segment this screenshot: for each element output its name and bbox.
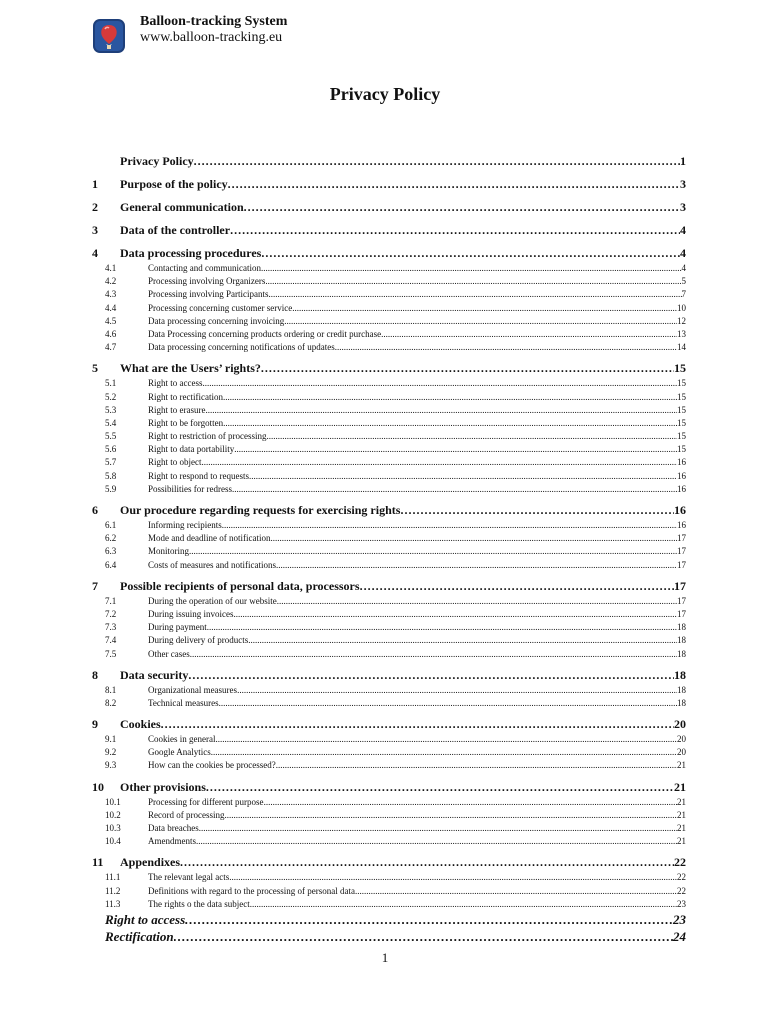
toc-entry[interactable] [92,221,686,239]
toc-entry-number: 4.1 [105,263,117,273]
toc-entry-number: 8.2 [105,697,117,708]
toc-entry-page: 18 [677,622,686,633]
toc-entry-page: 14 [677,342,686,353]
toc-entry[interactable] [92,456,686,469]
toc-entry-page: 15 [677,404,686,415]
toc-entry-number: 3 [92,223,98,237]
toc-entry[interactable] [92,648,686,661]
toc-entry[interactable] [92,198,686,216]
toc-dot-leader [174,928,673,945]
toc-entry-number: 7.5 [105,648,117,659]
toc-dot-leader [261,359,674,377]
toc-entry-page: 18 [674,667,686,682]
toc-entry[interactable] [92,302,686,315]
toc-entry-label: Data processing procedures [120,246,262,260]
toc-entry-number: 5.2 [105,391,117,402]
toc-entry-page: 23 [673,911,686,927]
toc-entry[interactable] [92,733,686,746]
toc-entry-number: 6 [92,503,98,517]
toc-dot-leader [277,595,677,608]
toc-entry[interactable] [92,341,686,354]
toc-entry-number: 5.6 [105,444,117,455]
toc-dot-leader [180,853,674,871]
toc-entry-page: 21 [677,823,686,833]
toc-entry-label: Right to object [148,457,202,468]
toc-entry-number: 5.4 [105,417,117,428]
toc-entry-number: 7 [92,578,98,593]
toc-dot-leader [224,809,677,822]
toc-entry-label: Right to restriction of processing [148,431,267,442]
toc-entry[interactable] [92,244,686,262]
toc-entry[interactable] [92,746,686,759]
toc-dot-leader [264,796,677,809]
toc-entry-page: 13 [677,328,686,339]
toc-entry-number: 6.2 [105,533,117,544]
toc-entry[interactable] [92,595,686,608]
toc-dot-leader [222,519,677,532]
toc-entry[interactable] [92,559,686,572]
toc-entry-label: Google Analytics [148,747,211,758]
toc-entry-page: 15 [677,417,686,428]
toc-dot-leader [202,456,678,469]
toc-entry-page: 4 [680,246,686,260]
toc-entry-page: 23 [677,898,686,909]
toc-dot-leader [266,430,677,443]
toc-entry-page: 18 [677,648,686,659]
toc-entry-number: 1 [92,177,98,191]
toc-dot-leader [199,822,677,835]
toc-entry[interactable] [92,501,686,519]
toc-entry[interactable] [92,175,686,193]
toc-entry[interactable] [92,715,686,733]
toc-entry-label: Definitions with regard to the processing of personal data [148,885,355,896]
toc-entry-number: 6.3 [105,546,117,557]
toc-entry-page: 17 [677,559,686,570]
toc-entry-label: Right to data portability [148,444,235,455]
toc-entry-label: Purpose of the policy [120,177,228,191]
toc-entry-number: 10.1 [105,796,121,807]
toc-entry-label: Possible recipients of personal data, processors [120,578,360,593]
toc-entry[interactable] [92,778,686,796]
toc-entry-label: During the operation of our website [148,595,277,606]
toc-entry-number: 11.3 [105,898,121,909]
toc-entry-label: How can the cookies be processed? [148,760,276,771]
toc-entry-page: 22 [677,885,686,896]
toc-entry[interactable] [92,608,686,621]
toc-entry-label: Contacting and communication [148,263,261,273]
toc-entry-label: Cookies in general [148,734,216,745]
toc-entry-number: 4.2 [105,276,117,287]
toc-entry-label: The rights o the data subject [148,898,250,909]
toc-entry[interactable] [92,328,686,341]
toc-entry[interactable] [92,288,686,301]
toc-entry-number: 7.3 [105,622,117,633]
page-number: 1 [381,950,389,965]
toc-entry-label: Data processing concerning notifications of updates [148,342,335,353]
toc-dot-leader [215,733,677,746]
toc-entry-number: 8 [92,667,98,682]
toc-entry-page: 3 [680,177,686,191]
toc-entry[interactable] [92,634,686,647]
toc-entry[interactable] [92,621,686,634]
toc-dot-leader [234,608,678,621]
toc-entry-label: Data of the controller [120,223,231,237]
toc-entry-number: 11.1 [105,872,121,883]
toc-entry-number: 7.4 [105,635,117,646]
toc-entry-label: Cookies [120,717,161,732]
toc-entry-label: Data Processing concerning products ordering or credit purchase [148,328,382,339]
toc-entry-label: During delivery of products [148,635,249,646]
toc-entry-page: 16 [677,470,686,481]
toc-entry[interactable] [92,519,686,532]
toc-entry[interactable] [92,796,686,809]
toc-entry-page: 22 [674,855,686,870]
toc-entry-number: 8.1 [105,684,117,695]
toc-dot-leader [276,759,677,772]
toc-entry-label: Processing concerning customer service [148,302,293,313]
balloon-logo-icon [92,18,126,54]
toc-entry-page: 17 [677,608,686,619]
toc-entry-page: 16 [677,483,686,494]
toc-entry-page: 21 [677,836,686,847]
toc-dot-leader [228,175,680,193]
toc-entry-page: 15 [677,378,686,389]
toc-entry-page: 21 [674,779,686,794]
toc-entry-number: 9 [92,717,98,732]
toc-dot-leader [244,198,680,216]
toc-entry-page: 18 [677,697,686,708]
toc-entry-label: Record of processing [148,809,225,820]
toc-entry-number: 9.1 [105,734,117,745]
toc-entry-number: 4.4 [105,302,117,313]
toc-dot-leader [203,377,678,390]
toc-entry-page: 17 [674,578,686,593]
toc-dot-leader [292,302,677,315]
toc-entry[interactable] [92,532,686,545]
toc-entry[interactable] [92,275,686,288]
toc-dot-leader [234,443,677,456]
toc-entry-label: Privacy Policy [120,154,194,168]
toc-entry[interactable] [92,885,686,898]
toc-dot-leader [237,684,677,697]
toc-entry[interactable] [92,759,686,772]
toc-entry[interactable] [92,666,686,684]
toc-entry-page: 21 [677,796,686,807]
toc-dot-leader [161,715,674,733]
toc-dot-leader [189,545,677,558]
toc-entry-page: 17 [677,595,686,606]
toc-entry[interactable] [92,853,686,871]
organization-name: Balloon-tracking System [140,14,288,29]
toc-entry[interactable] [92,809,686,822]
toc-entry-label: Processing for different purpose [148,796,264,807]
toc-dot-leader [261,244,680,262]
toc-entry-label: Monitoring [148,546,190,557]
toc-entry-page: 20 [677,734,686,745]
toc-entry-number: 5.7 [105,457,117,468]
toc-entry[interactable] [92,545,686,558]
toc-entry-label: Informing recipients [148,520,222,530]
toc-entry-page: 15 [677,391,686,402]
toc-dot-leader [207,621,677,634]
toc-entry-page: 20 [677,747,686,758]
toc-dot-leader [250,898,677,911]
toc-dot-leader [230,221,680,239]
toc-entry-page: 4 [680,223,686,237]
website-link[interactable]: www.balloon-tracking.eu [140,30,283,45]
toc-entry-page: 18 [677,635,686,646]
toc-dot-leader [355,885,677,898]
toc-entry-number: 4 [92,246,98,260]
toc-dot-leader [270,532,677,545]
toc-entry-label: Costs of measures and notifications [148,559,276,570]
toc-dot-leader [211,746,677,759]
toc-entry-number: 7.2 [105,608,117,619]
toc-entry-label: Amendments [148,836,196,847]
toc-entry-page: 10 [677,302,686,313]
toc-entry-number: 4.7 [105,342,117,353]
toc-entry-label: Data processing concerning invoicing [148,315,285,326]
toc-entry-page: 21 [677,760,686,771]
toc-entry-label: What are the Users’ rights? [120,361,261,376]
toc-entry-number: 4.3 [105,289,117,300]
toc-entry-page: 20 [674,717,686,732]
toc-entry-page: 4 [681,263,686,273]
toc-entry-number: 11 [92,855,104,870]
table-of-contents [92,150,686,945]
toc-dot-leader [381,328,677,341]
toc-entry-label: Mode and deadline of notification [148,533,271,544]
toc-entry-label: Right to erasure [148,404,206,415]
toc-entry-page: 17 [677,533,686,544]
toc-entry-page: 17 [677,546,686,557]
toc-dot-leader [265,275,681,288]
toc-entry[interactable] [92,430,686,443]
toc-entry-number: 5.1 [105,378,117,389]
toc-entry[interactable] [92,684,686,697]
toc-entry[interactable] [92,470,686,483]
toc-entry-number: 5.9 [105,483,117,494]
toc-entry-label: Other cases [148,648,190,659]
toc-entry[interactable] [92,417,686,430]
toc-entry-page: 16 [677,520,686,530]
toc-dot-leader [360,577,674,595]
toc-entry[interactable] [92,315,686,328]
toc-entry-number: 4.6 [105,328,117,339]
toc-entry[interactable] [92,835,686,848]
toc-entry-page: 24 [673,928,686,944]
toc-entry-label: Organizational measures [148,684,238,695]
toc-entry-page: 5 [681,276,686,287]
toc-entry[interactable] [92,911,686,928]
toc-entry-label: Right to rectification [148,391,223,402]
toc-dot-leader [223,391,677,404]
toc-entry-label: Data breaches [148,823,199,833]
toc-entry-label: Right to access [105,911,186,927]
toc-entry[interactable] [92,377,686,390]
toc-entry-page: 16 [674,503,686,517]
toc-entry-label: During payment [148,622,207,633]
toc-dot-leader [229,871,677,884]
toc-entry-label: Right to be forgotten [148,417,224,428]
toc-dot-leader [188,666,674,684]
toc-entry-page: 22 [677,872,686,883]
toc-dot-leader [185,911,673,928]
toc-entry[interactable] [92,262,686,275]
toc-entry-label: Data security [120,667,189,682]
toc-entry-page: 15 [677,444,686,455]
toc-entry-number: 6.4 [105,559,117,570]
toc-dot-leader [269,288,682,301]
toc-entry-page: 21 [677,809,686,820]
toc-entry-number: 10.3 [105,823,121,833]
toc-entry-page: 15 [677,431,686,442]
toc-entry-number: 11.2 [105,885,121,896]
toc-dot-leader [194,152,680,170]
toc-entry-page: 18 [677,684,686,695]
toc-entry[interactable] [92,359,686,377]
toc-entry[interactable] [92,871,686,884]
toc-dot-leader [219,697,677,710]
toc-dot-leader [249,470,677,483]
toc-entry-label: The relevant legal acts [148,872,230,883]
toc-entry-number: 9.3 [105,760,117,771]
toc-entry-number: 6.1 [105,520,117,530]
toc-entry-label: Processing involving Organizers [148,276,266,287]
toc-entry-label: Other provisions [120,779,206,794]
toc-entry-page: 12 [677,315,686,326]
toc-dot-leader [232,483,677,496]
toc-entry[interactable] [92,898,686,911]
toc-dot-leader [196,835,677,848]
toc-entry-label: Appendixes [120,855,181,870]
toc-dot-leader [206,778,674,796]
toc-entry[interactable] [92,391,686,404]
page-title: Privacy Policy [329,84,441,104]
toc-dot-leader [248,634,677,647]
toc-entry-number: 5.3 [105,404,117,415]
toc-entry-label: General communication [120,200,244,214]
toc-entry-label: Right to respond to requests [148,470,249,481]
toc-entry-label: Possibilities for redress [148,483,232,494]
toc-entry[interactable] [92,443,686,456]
toc-dot-leader [190,648,677,661]
toc-dot-leader [276,559,677,572]
toc-entry-number: 4.5 [105,315,117,326]
toc-entry-label: During issuing invoices [148,608,234,619]
toc-entry-number: 9.2 [105,747,117,758]
toc-entry[interactable] [92,697,686,710]
toc-entry[interactable] [92,928,686,945]
toc-entry-label: Rectification [105,928,174,944]
toc-entry-number: 5 [92,361,98,376]
toc-entry-page: 1 [680,154,686,168]
toc-entry-page: 3 [680,200,686,214]
toc-entry-label: Our procedure regarding requests for exercising rights [120,503,401,517]
toc-entry-page: 7 [681,289,686,300]
toc-entry-page: 16 [677,457,686,468]
toc-entry-label: Processing involving Participants [148,289,269,300]
toc-entry-number: 5.8 [105,470,117,481]
toc-entry[interactable] [92,577,686,595]
toc-entry-number: 10.2 [105,809,121,820]
toc-dot-leader [223,417,677,430]
toc-entry[interactable] [92,822,686,835]
toc-entry-number: 5.5 [105,431,117,442]
toc-entry[interactable] [92,483,686,496]
toc-entry-number: 10 [92,779,104,794]
toc-entry-label: Right to access [148,378,203,389]
toc-entry[interactable] [92,404,686,417]
toc-entry[interactable] [92,152,686,170]
toc-dot-leader [284,315,677,328]
toc-entry-label: Technical measures [148,697,219,708]
toc-entry-page: 15 [674,361,686,376]
toc-entry-number: 7.1 [105,595,117,606]
toc-dot-leader [206,404,678,417]
toc-entry-number: 10.4 [105,836,121,847]
toc-dot-leader [400,501,674,519]
toc-dot-leader [261,262,682,275]
toc-entry-number: 2 [92,200,98,214]
toc-dot-leader [335,341,677,354]
